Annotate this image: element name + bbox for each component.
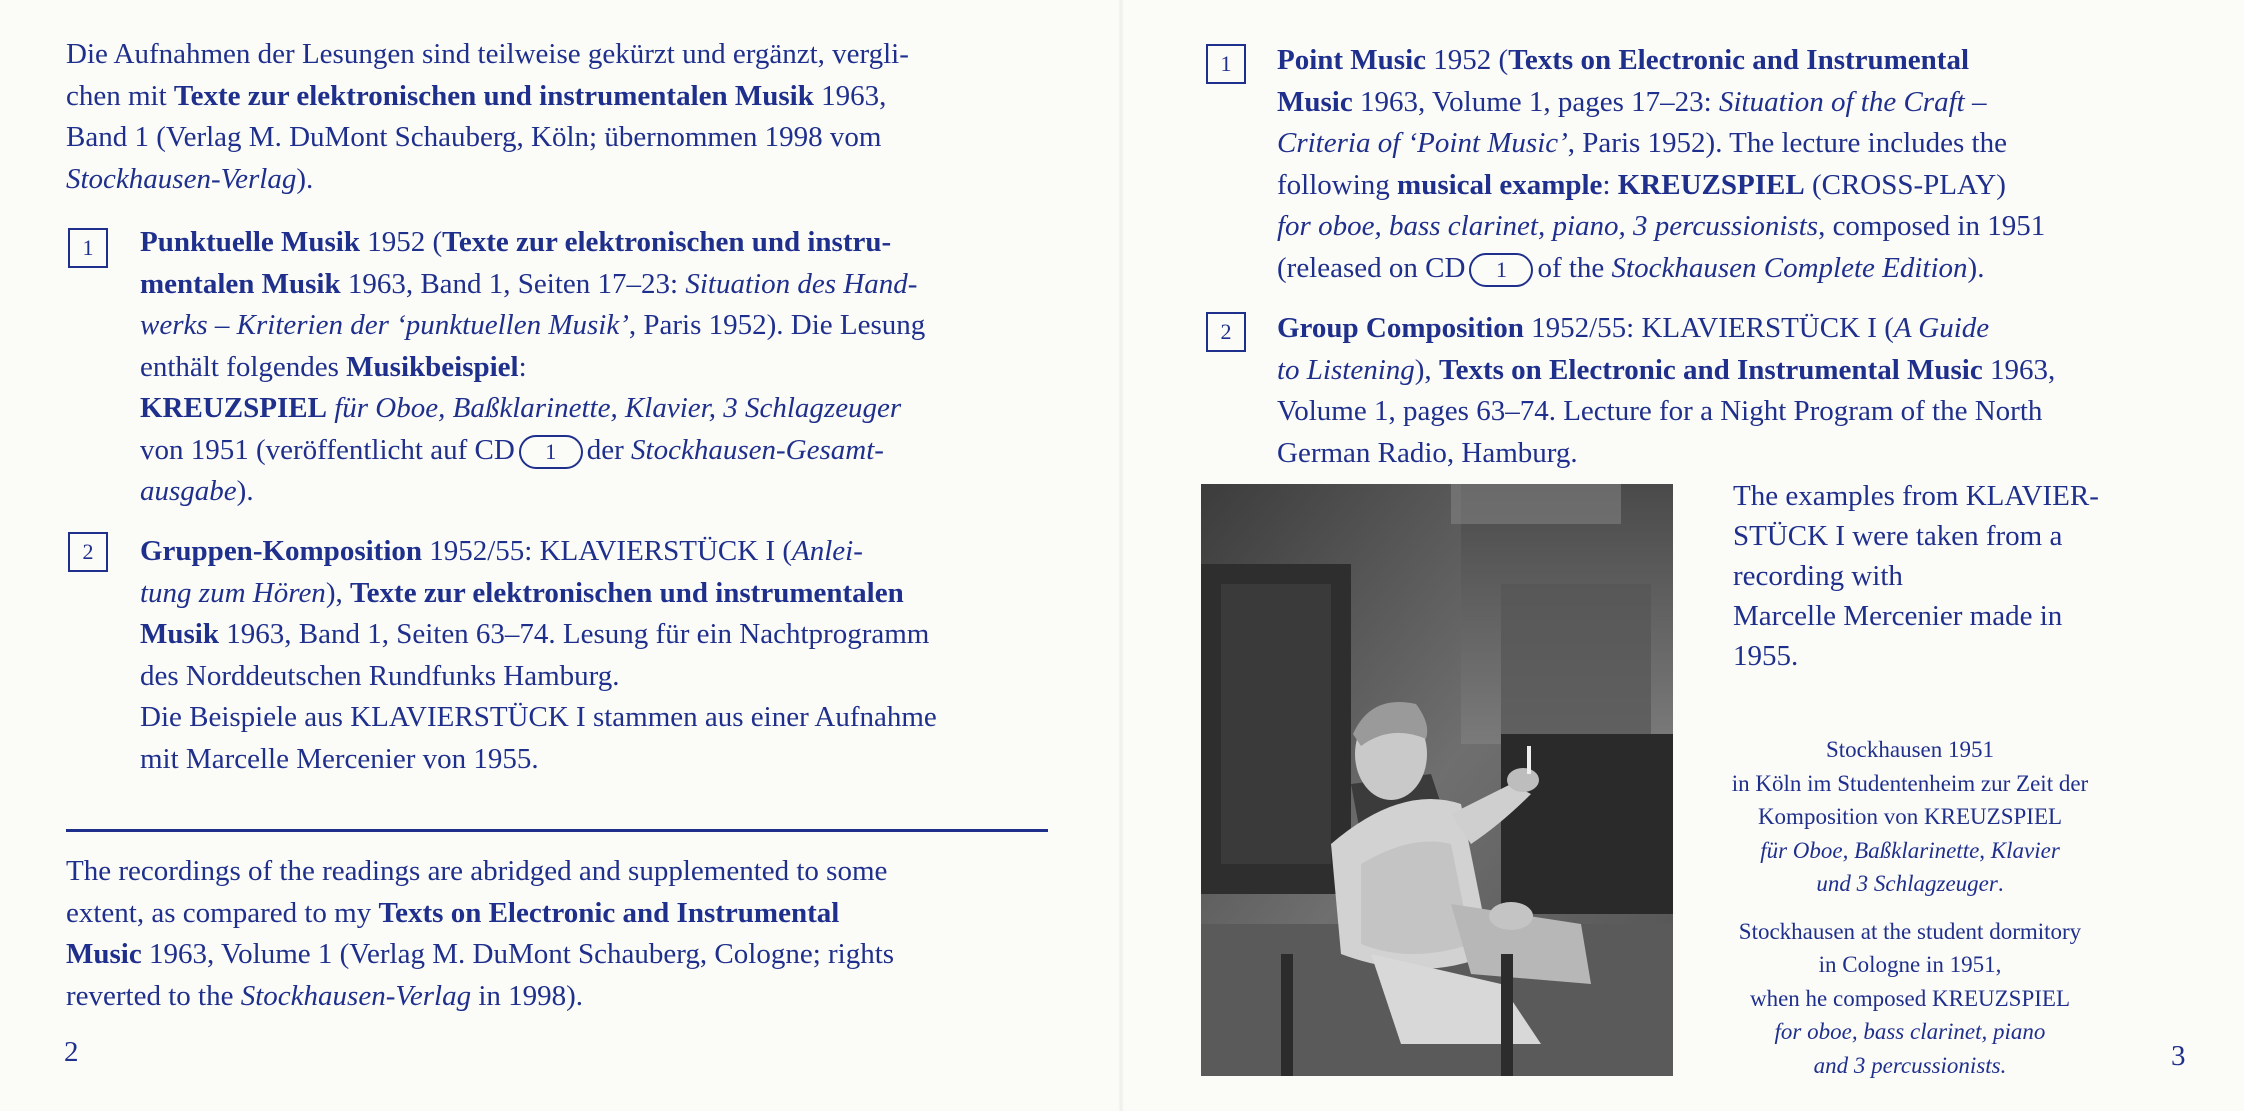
text: von 1951 (veröffentlicht auf CD bbox=[140, 433, 515, 466]
caption-line bbox=[1700, 1015, 2120, 1049]
track-2-de-text bbox=[140, 531, 1048, 780]
book-title: Music bbox=[66, 938, 142, 970]
divider-rule bbox=[66, 829, 1048, 832]
text-line bbox=[140, 388, 1048, 430]
track-number-2-de: 2 bbox=[68, 532, 108, 572]
text: in 1998). bbox=[471, 979, 584, 1012]
text-line: recording with bbox=[1733, 560, 1903, 592]
book-title: mentalen Musik bbox=[140, 267, 341, 300]
text-line bbox=[1277, 40, 2182, 82]
text-line bbox=[1277, 308, 2182, 350]
publisher-name: Stockhausen-Verlag bbox=[240, 979, 472, 1012]
stockhausen-photo bbox=[1201, 484, 1673, 1076]
book-title: Texte zur elektronischen und instrumentalen bbox=[349, 576, 904, 609]
publisher-name: Stockhausen-Verlag bbox=[66, 162, 297, 195]
intro-text: 1963, bbox=[813, 79, 887, 112]
photo-illustration bbox=[1201, 484, 1673, 1076]
text-line bbox=[140, 573, 1048, 615]
text: , Paris 1952). The lecture includes the bbox=[1567, 127, 2007, 159]
intro-line bbox=[66, 159, 1048, 201]
chapter-title: Situation des Hand- bbox=[685, 267, 918, 300]
text-line bbox=[140, 531, 1048, 573]
subtitle: Anlei- bbox=[792, 535, 863, 567]
text: 1963, Band 1, Seiten 63–74. Lesung für ein Nachtprogramm bbox=[218, 618, 930, 650]
text: ), bbox=[325, 576, 350, 609]
track-1-de-text bbox=[140, 222, 1048, 513]
text-line bbox=[140, 305, 1048, 347]
intro-line: Die Aufnahmen der Lesungen sind teilweise gekürzt und ergänzt, vergli- bbox=[66, 38, 909, 70]
text-line bbox=[66, 976, 1048, 1018]
caption-spacer bbox=[1700, 901, 2120, 915]
text: : bbox=[518, 350, 527, 383]
subtitle: to Listening bbox=[1277, 353, 1415, 386]
photo-caption bbox=[1700, 733, 2120, 1082]
text: of the bbox=[1537, 251, 1612, 284]
track-2-en-text bbox=[1277, 308, 2182, 474]
cd-number-badge: 1 bbox=[519, 435, 583, 469]
intro-line bbox=[66, 76, 1048, 118]
text: (released on CD bbox=[1277, 251, 1466, 284]
caption-line: Komposition von KREUZSPIEL bbox=[1757, 804, 2063, 829]
edition-title: Stockhausen-Gesamt- bbox=[631, 433, 884, 466]
label-bold: musical example bbox=[1397, 168, 1603, 201]
track-number-1-de: 1 bbox=[68, 228, 108, 268]
text: ). bbox=[1967, 251, 1985, 284]
text: enthält folgendes bbox=[140, 350, 347, 383]
track-number-2-en: 2 bbox=[1206, 312, 1246, 352]
track-number-1-en: 1 bbox=[1206, 44, 1246, 84]
caption-text: . bbox=[1997, 871, 2004, 896]
caption-italic: und 3 Schlagzeuger bbox=[1816, 871, 1998, 896]
text-line bbox=[140, 614, 1048, 656]
side-note bbox=[1733, 476, 2153, 676]
subtitle: tung zum Hören bbox=[140, 576, 326, 609]
cd-number-badge: 1 bbox=[1469, 253, 1533, 287]
caption-line: in Cologne in 1951, bbox=[1818, 952, 2002, 977]
text: der bbox=[586, 433, 632, 466]
text: 1952 ( bbox=[1426, 44, 1509, 76]
intro-text: ). bbox=[296, 162, 314, 195]
text-line bbox=[1277, 82, 2182, 124]
text-line: Volume 1, pages 63–74. Lecture for a Night Program of the North bbox=[1277, 395, 2043, 427]
track-title: Gruppen-Komposition bbox=[140, 535, 422, 567]
track-1-en-text bbox=[1277, 40, 2182, 289]
caption-italic: for oboe, bass clarinet, piano bbox=[1774, 1019, 2046, 1044]
text-line bbox=[66, 893, 1048, 935]
text-line: STÜCK I were taken from a bbox=[1733, 520, 2063, 552]
book-title: Texte zur elektronischen und instrumentalen Musik bbox=[173, 79, 814, 112]
track-title: Group Composition bbox=[1277, 312, 1524, 344]
text-line bbox=[140, 347, 1048, 389]
work-title: KREUZSPIEL bbox=[1617, 168, 1805, 201]
track-title: Point Music bbox=[1277, 44, 1427, 76]
text: : bbox=[1602, 168, 1618, 201]
caption-line: when he composed KREUZSPIEL bbox=[1749, 985, 2071, 1011]
text-line bbox=[140, 430, 1048, 472]
text: , composed in 1951 bbox=[1818, 210, 2046, 242]
text-line: The examples from KLAVIER- bbox=[1733, 480, 2099, 512]
text-line bbox=[1277, 350, 2182, 392]
text: (CROSS-PLAY) bbox=[1804, 168, 2006, 201]
text-line: German Radio, Hamburg. bbox=[1277, 436, 1578, 469]
text: 1952 ( bbox=[359, 226, 443, 258]
book-title: Texte zur elektronischen und instru- bbox=[442, 226, 892, 258]
text-line: des Norddeutschen Rundfunks Hamburg. bbox=[140, 659, 620, 692]
intro-line: Band 1 (Verlag M. DuMont Schauberg, Köln; übernommen 1998 vom bbox=[66, 121, 882, 153]
chapter-title: Situation of the Craft – bbox=[1718, 85, 1987, 118]
book-title: Texts on Electronic and Instrumental Music bbox=[1438, 353, 1983, 386]
label-bold: Musikbeispiel bbox=[346, 350, 519, 383]
subtitle: A Guide bbox=[1893, 312, 1990, 344]
track-title: Punktuelle Musik bbox=[140, 226, 360, 258]
text-line bbox=[1277, 248, 2182, 290]
page-fold bbox=[1118, 0, 1124, 1111]
text-line: Die Beispiele aus KLAVIERSTÜCK I stammen aus einer Aufnahme bbox=[140, 701, 937, 733]
text: 1952/55: KLAVIERSTÜCK I ( bbox=[422, 535, 793, 567]
text-line: 1955. bbox=[1733, 640, 1799, 672]
edition-title: Stockhausen Complete Edition bbox=[1611, 251, 1968, 284]
text: 1963, Volume 1 (Verlag M. DuMont Schauberg, Cologne; rights bbox=[141, 938, 895, 970]
text-line bbox=[1277, 206, 2182, 248]
caption-line bbox=[1700, 1049, 2120, 1083]
page-number-left: 2 bbox=[64, 1036, 79, 1068]
caption-line bbox=[1700, 867, 2120, 901]
caption-line: Stockhausen at the student dormitory bbox=[1738, 918, 2082, 944]
text: 1963, Volume 1, pages 17–23: bbox=[1352, 85, 1719, 118]
instrumentation: für Oboe, Baßklarinette, Klavier, 3 Schlagzeuger bbox=[326, 392, 902, 424]
text: extent, as compared to my bbox=[66, 896, 379, 929]
text-line bbox=[1277, 123, 2182, 165]
book-title: Music bbox=[1277, 85, 1353, 118]
caption-line: Stockhausen 1951 bbox=[1825, 737, 1994, 762]
chapter-title: Criteria of ‘Point Music’ bbox=[1277, 127, 1568, 159]
instrumentation: for oboe, bass clarinet, piano, 3 percussionists bbox=[1277, 210, 1819, 242]
text-line bbox=[140, 264, 1048, 306]
caption-line: in Köln im Studentenheim zur Zeit der bbox=[1731, 770, 2089, 796]
chapter-title: werks – Kriterien der ‘punktuellen Musik’ bbox=[140, 309, 629, 341]
text-line bbox=[66, 934, 1048, 976]
caption-italic: für Oboe, Baßklarinette, Klavier bbox=[1760, 837, 2060, 863]
text-line bbox=[140, 222, 1048, 264]
text: ). bbox=[236, 475, 254, 507]
english-note bbox=[66, 851, 1048, 1017]
caption-line bbox=[1700, 834, 2120, 868]
work-title: KREUZSPIEL bbox=[140, 392, 327, 424]
text-line bbox=[1277, 165, 2182, 207]
book-title: Musik bbox=[140, 618, 219, 650]
page-number-right: 3 bbox=[2171, 1040, 2186, 1072]
book-title: Texts on Electronic and Instrumental bbox=[1508, 44, 1970, 76]
text: 1963, bbox=[1982, 353, 2056, 386]
text-line bbox=[140, 471, 1048, 513]
book-title: Texts on Electronic and Instrumental bbox=[378, 896, 840, 929]
text-line: The recordings of the readings are abridged and supplemented to some bbox=[66, 855, 888, 887]
text: ), bbox=[1414, 353, 1439, 386]
text: following bbox=[1277, 168, 1398, 201]
intro-paragraph bbox=[66, 34, 1048, 200]
text: 1963, Band 1, Seiten 17–23: bbox=[340, 267, 686, 300]
text-line: mit Marcelle Mercenier von 1955. bbox=[140, 742, 539, 775]
text-line: Marcelle Mercenier made in bbox=[1733, 600, 2063, 632]
text: 1952/55: KLAVIERSTÜCK I ( bbox=[1523, 312, 1894, 344]
intro-text: chen mit bbox=[66, 79, 174, 112]
edition-title: ausgabe bbox=[140, 475, 237, 507]
text: , Paris 1952). Die Lesung bbox=[628, 309, 926, 341]
text: reverted to the bbox=[66, 979, 241, 1012]
caption-italic: and 3 percussionists. bbox=[1813, 1052, 2007, 1078]
